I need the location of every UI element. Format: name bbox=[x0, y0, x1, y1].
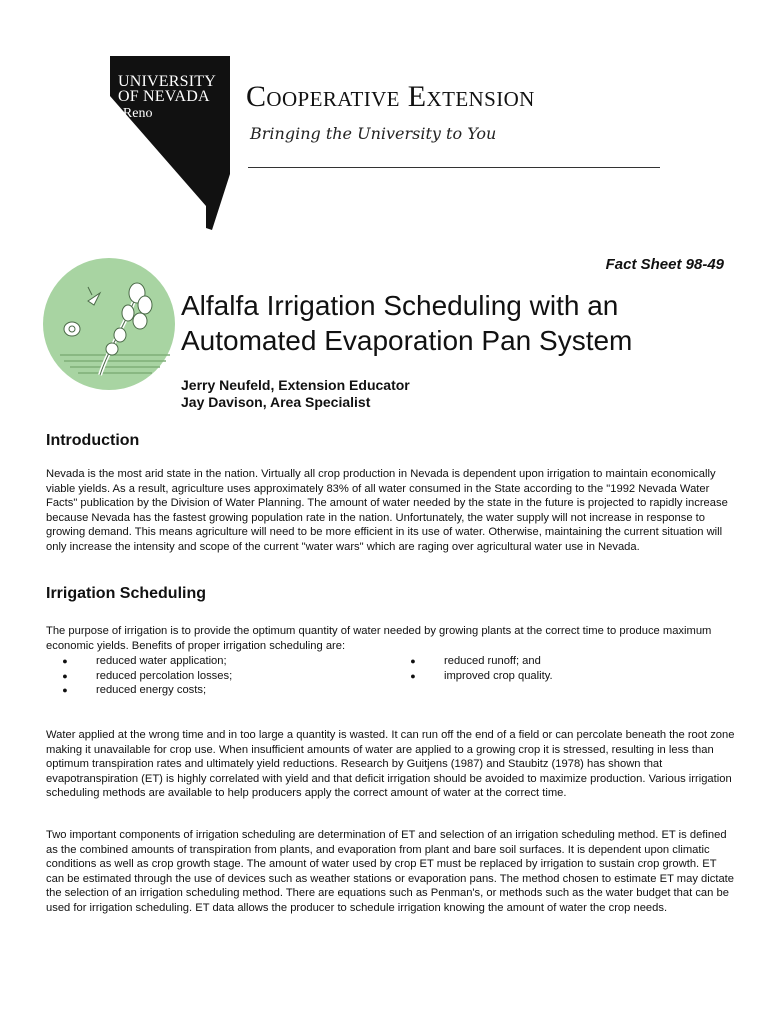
list-item bbox=[408, 669, 553, 684]
list-item bbox=[60, 683, 232, 698]
tagline: Bringing the University to You bbox=[250, 124, 497, 143]
bullet-text: reduced energy costs; bbox=[96, 684, 207, 697]
bullet-icon: ● bbox=[62, 656, 68, 666]
document-title bbox=[181, 288, 632, 358]
introduction-heading: Introduction bbox=[46, 432, 140, 449]
author-2: Jay Davison, Area Specialist bbox=[181, 394, 371, 410]
authors bbox=[181, 377, 410, 411]
bullet-text: reduced percolation losses; bbox=[96, 669, 233, 682]
irrigation-scheduling-paragraph-1: The purpose of irrigation is to provide the optimum quantity of water needed by growing plants at the correct time to produce maximum economic yields. Benefits of proper irrigation scheduling are: bbox=[46, 625, 712, 652]
list-item bbox=[408, 654, 553, 669]
bullet-icon: ● bbox=[62, 685, 68, 696]
irrigation-scheduling-paragraph-3: Two important components of irrigation scheduling are determination of ET and selection of an irrigation scheduling method. ET is defined as the combined amounts of transpiration from plants, and evaporation from plant and bare soil surfaces. It is dependent upon climatic conditions as well as crop growth stage. The amount of water used by crop ET must be replaced by irrigation to sustain crop growth. ET can be estimated through the use of devices such as weather stations or evaporation pans. The method chosen to estimate ET may dictate the selection of an irrigation scheduling method. There are equations such as Penman's, or methods such as the water budget that can be used for irrigation scheduling. ET data allows the producer to schedule irrigation knowing the amount of water the crop needs. bbox=[46, 829, 735, 914]
bullet-text: reduced water application; bbox=[96, 655, 227, 667]
list-item bbox=[60, 654, 232, 669]
header-divider bbox=[248, 167, 660, 168]
bullet-icon: ● bbox=[62, 670, 68, 681]
university-logo-text bbox=[118, 74, 216, 121]
bullet-column-right bbox=[408, 654, 553, 683]
alfalfa-plant-emblem-icon bbox=[42, 257, 176, 391]
university-line3: •Reno bbox=[118, 106, 153, 121]
bullet-icon: ● bbox=[410, 670, 416, 681]
title-line2: Automated Evaporation Pan System bbox=[181, 325, 633, 356]
bullet-column-left bbox=[60, 654, 232, 698]
university-line1: UNIVERSITY bbox=[118, 73, 216, 90]
bullet-text: improved crop quality. bbox=[444, 669, 553, 682]
title-line1: Alfalfa Irrigation Scheduling with an bbox=[181, 290, 619, 321]
list-item bbox=[60, 669, 232, 684]
bullet-text: reduced runoff; and bbox=[444, 655, 541, 667]
cooperative-extension-title: Cooperative Extension bbox=[246, 80, 535, 113]
irrigation-scheduling-paragraph-2: Water applied at the wrong time and in too large a quantity is wasted. It can run off the end of a field or can percolate beneath the root zone making it unavailable for crop use. When insufficient amounts of water are applied to a growing crop it is stressed, resulting in less than optimum transpiration rates and ultimately yield reductions. Research by Guitjens (1987) and Staubitz (1978) has shown that evapotranspiration (ET) is highly correlated with yield and that deficit irrigation should be avoided to maximize production. Various irrigation scheduling methods are available to help producers apply the correct amount of water at the correct time. bbox=[46, 729, 735, 800]
university-line2: OF NEVADA bbox=[118, 88, 210, 105]
bullet-icon: ● bbox=[410, 656, 416, 666]
author-1: Jerry Neufeld, Extension Educator bbox=[181, 377, 410, 393]
irrigation-scheduling-heading: Irrigation Scheduling bbox=[46, 585, 207, 602]
introduction-paragraph: Nevada is the most arid state in the nation. Virtually all crop production in Nevada is dependent upon irrigation to maintain economically viable yields. As a result, agriculture uses approximately 83% of all water consumed in the State according to the "1992 Nevada Water Facts" publication by the Division of Water Planning. The amount of water needed by the state in the future is projected to rapidly increase because Nevada has the fastest growing population rate in the nation. Unfortunately, the water supply will not increase in response to growing demand. This means agriculture will need to be more efficient in its use of water. Otherwise, maintaining the current situation will only increase the intensity and scope of the current "water wars" which are raging over agricultural water use in Nevada. bbox=[46, 468, 728, 553]
fact-sheet-number: Fact Sheet 98-49 bbox=[605, 256, 724, 273]
